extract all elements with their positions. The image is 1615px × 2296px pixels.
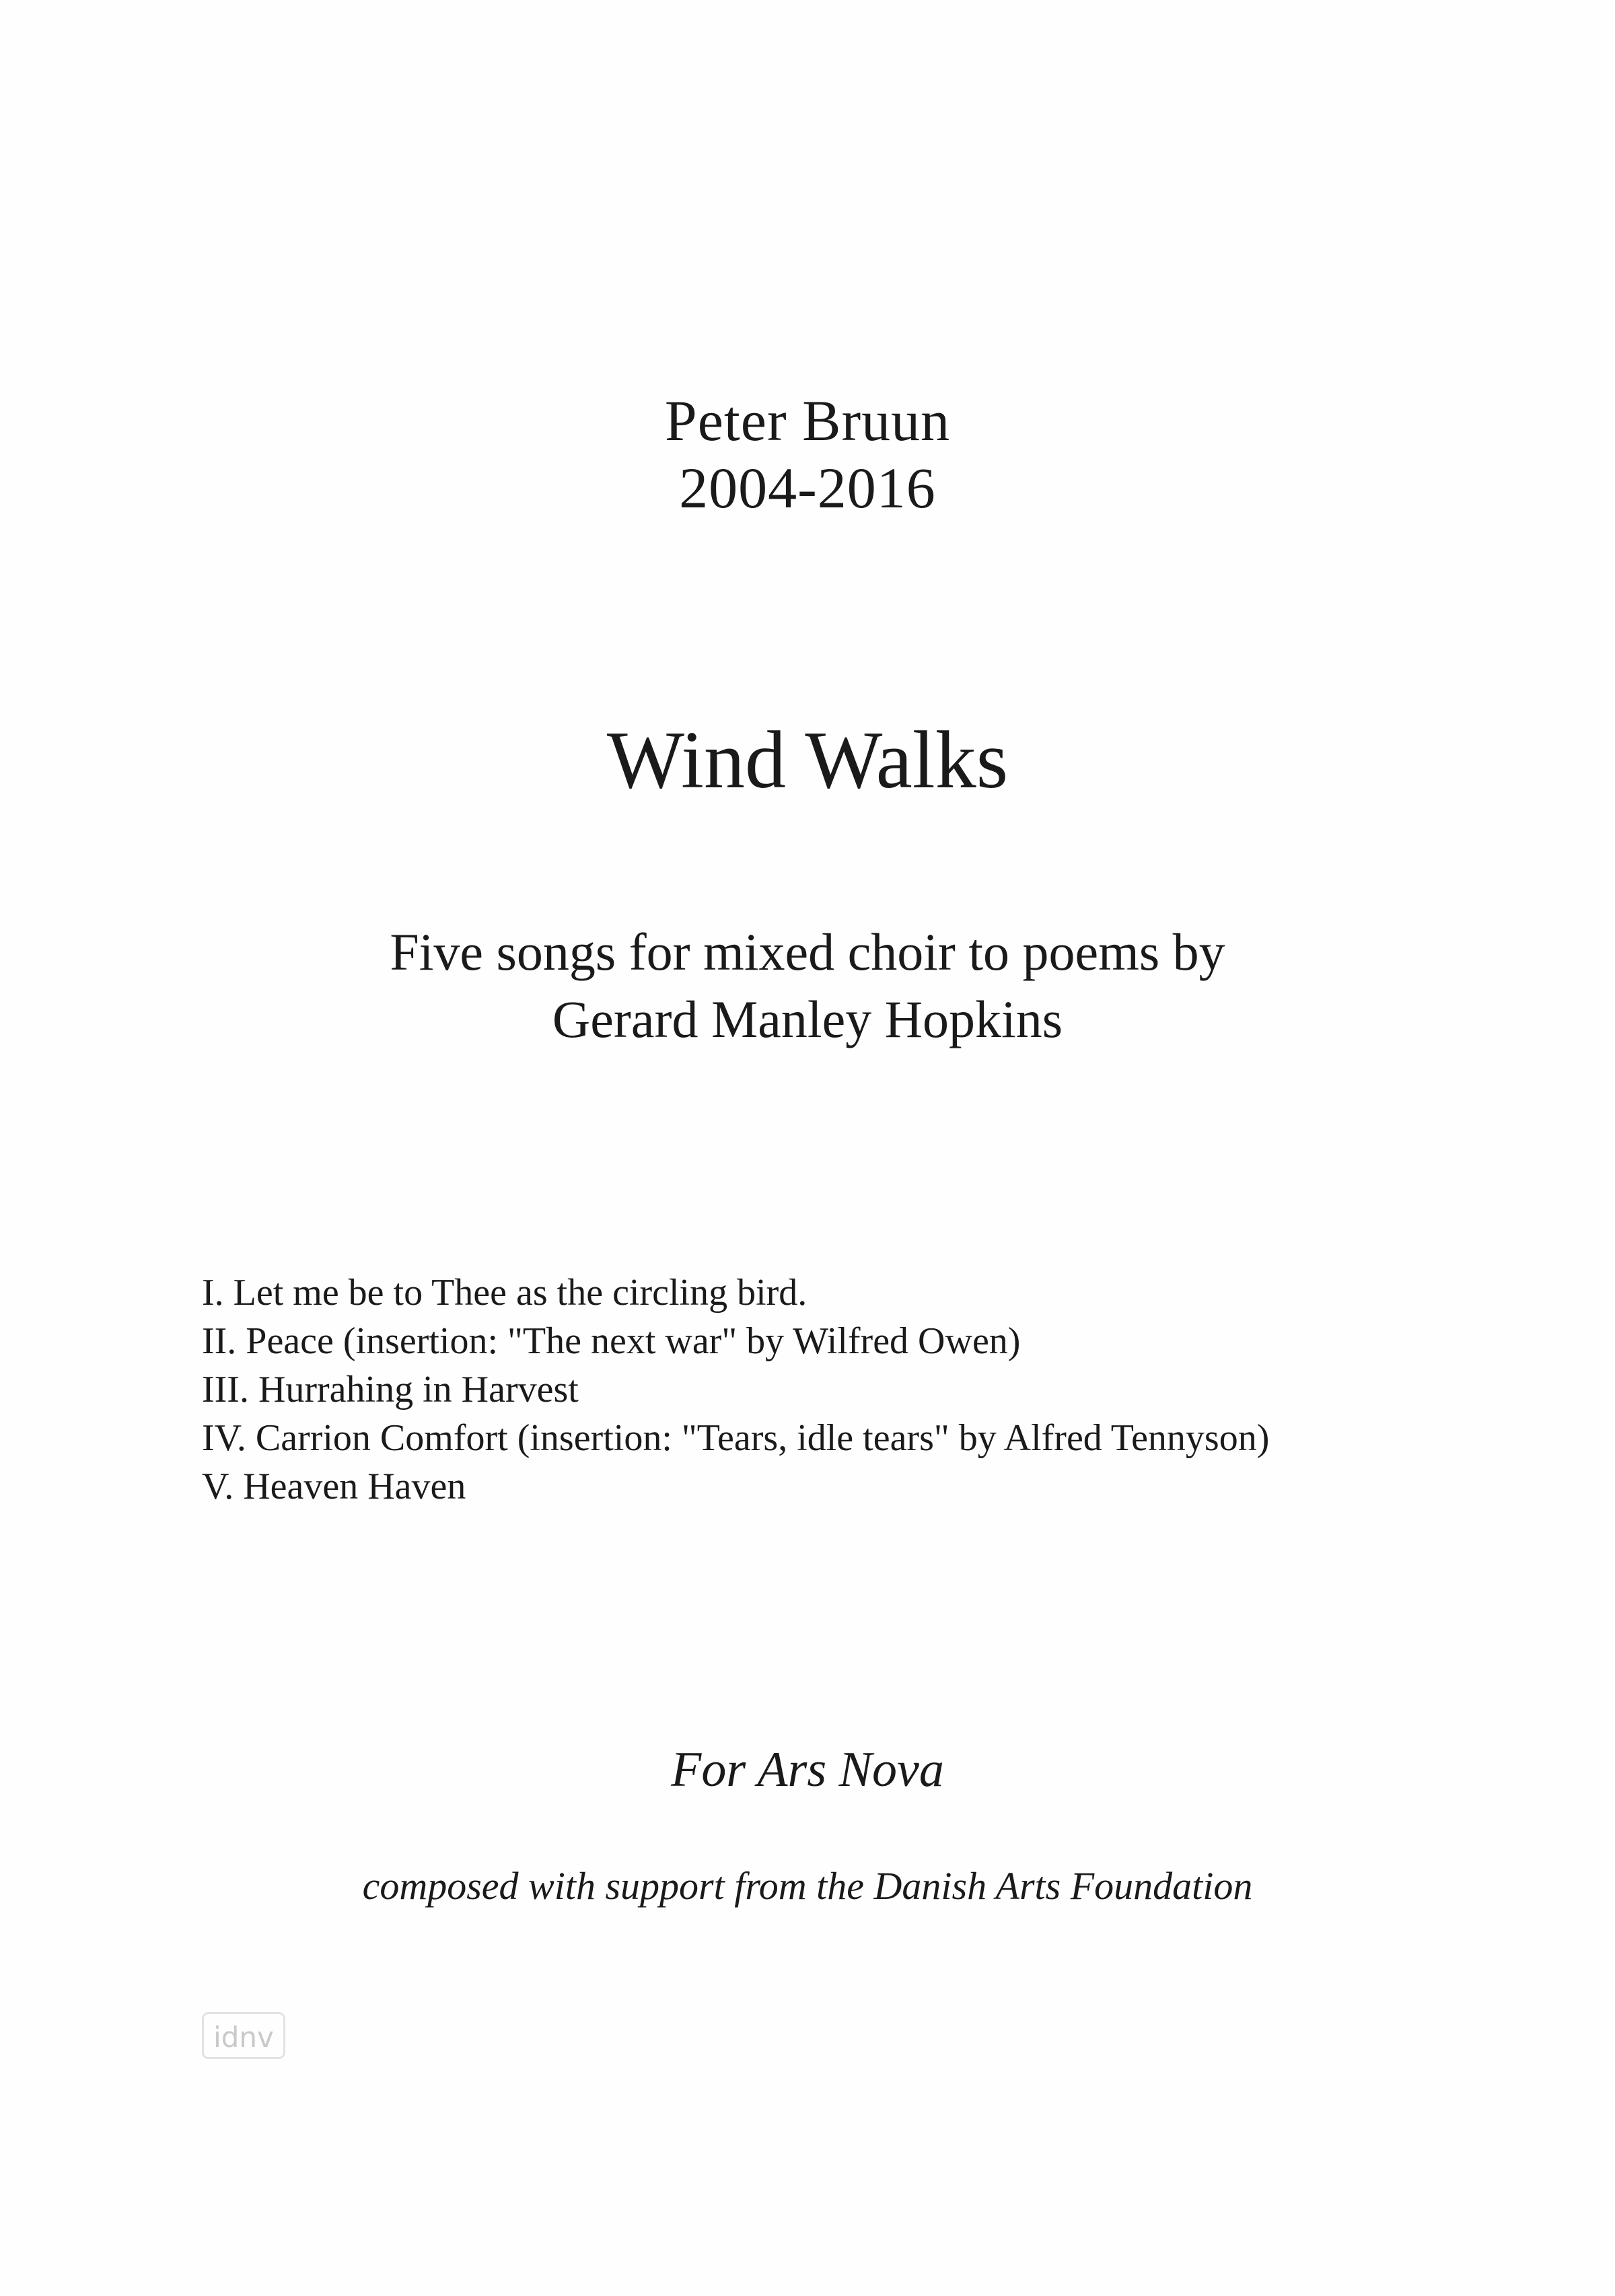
subtitle-line-2: Gerard Manley Hopkins [552, 990, 1063, 1048]
composer-block [0, 387, 1615, 522]
movement-item: I. Let me be to Thee as the circling bird. [202, 1272, 808, 1314]
movement-list [202, 1268, 1521, 1511]
movement-item: V. Heaven Haven [202, 1466, 466, 1507]
movement-item: IV. Carrion Comfort (insertion: "Tears, idle tears" by Alfred Tennyson) [202, 1417, 1270, 1459]
composition-years: 2004-2016 [679, 456, 936, 520]
movement-item: III. Hurrahing in Harvest [202, 1369, 579, 1410]
support-note: composed with support from the Danish Arts Foundation [362, 1864, 1253, 1908]
composer-name: Peter Bruun [664, 388, 951, 453]
work-title: Wind Walks [606, 715, 1009, 805]
movement-item: II. Peace (insertion: "The next war" by Wilfred Owen) [202, 1320, 1021, 1362]
subtitle-block [0, 919, 1615, 1053]
subtitle-line-1: Five songs for mixed choir to poems by [390, 923, 1225, 981]
watermark-badge: idnv [202, 2012, 285, 2059]
dedication: For Ars Nova [671, 1742, 944, 1797]
